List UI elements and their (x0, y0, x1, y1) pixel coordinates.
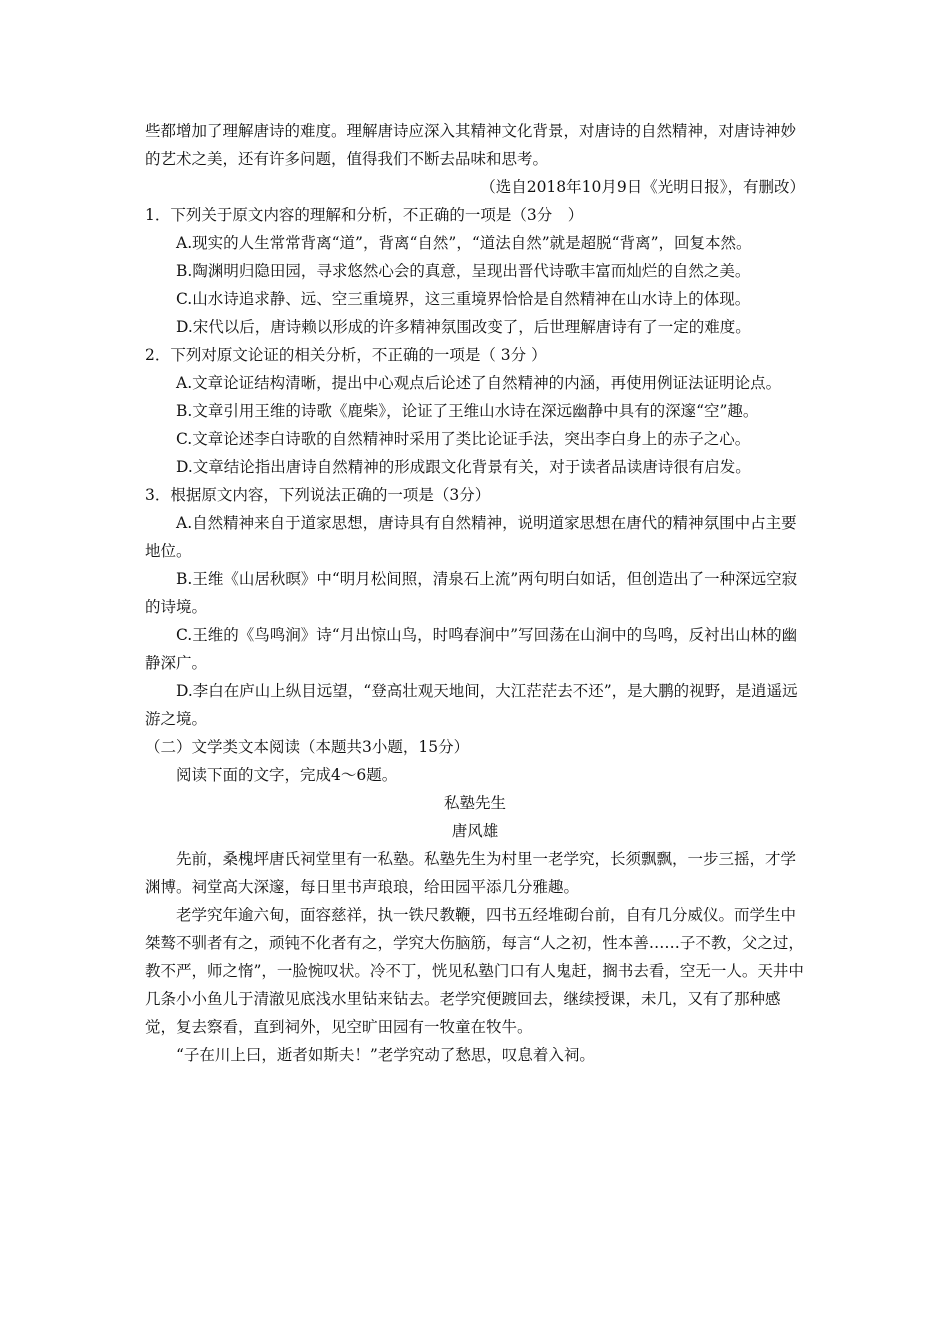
document-content (145, 117, 805, 1069)
option-c: C.文章论述李白诗歌的自然精神时采用了类比论证手法，突出李白身上的赤子之心。 (176, 430, 751, 448)
story-paragraph: 老学究年逾六甸，面容慈祥，执一铁尺教鞭，四书五经堆砌台前，自有几分威仪。而学生中桀骜不驯者有之，顽钝不化者有之，学究大伤脑筋，每言“人之初，性本善……子不教，父之过，教不严，师之惰”，一脸惋叹状。冷不丁，恍见私塾门口有人鬼赶，搁书去看，空无一人。天井中几条小小鱼儿于清澈见底浅水里钻来钻去。老学究便踱回去，继续授课，未几，又有了那种感觉，复去察看，直到祠外，见空旷田园有一牧童在牧牛。 (145, 906, 804, 1036)
question-2 (145, 341, 805, 481)
story-paragraph: “子在川上曰，逝者如斯夫！”老学究动了愁思，叹息着入祠。 (176, 1046, 595, 1064)
option-b: B.陶渊明归隐田园，寻求悠然心会的真意，呈现出晋代诗歌丰富而灿烂的自然之美。 (176, 262, 751, 280)
option-d: D.李白在庐山上纵目远望，“登高壮观天地间，大江茫茫去不还”，是大鹏的视野，是逍遥远游之境。 (145, 682, 798, 728)
option-d: D.文章结论指出唐诗自然精神的形成跟文化背景有关，对于读者品读唐诗很有启发。 (176, 458, 751, 476)
question-stem: 1．下列关于原文内容的理解和分析，不正确的一项是（3分 ） (145, 206, 584, 224)
question-1 (145, 201, 805, 341)
option-c: C.王维的《鸟鸣涧》诗“月出惊山鸟，时鸣春涧中”写回荡在山涧中的鸟鸣，反衬出山林的幽静深广。 (145, 626, 798, 672)
section-heading: （二）文学类文本阅读（本题共3小题，15分） (145, 738, 470, 756)
option-d: D.宋代以后，唐诗赖以形成的许多精神氛围改变了，后世理解唐诗有了一定的难度。 (176, 318, 751, 336)
story-paragraph: 先前，桑槐坪唐氏祠堂里有一私塾。私塾先生为村里一老学究，长须飘飘，一步三摇，才学渊博。祠堂高大深邃，每日里书声琅琅，给田园平添几分雅趣。 (145, 850, 797, 896)
option-a: A.现实的人生常常背离“道”，背离“自然”，“道法自然”就是超脱“背离”，回复本然。 (176, 234, 752, 252)
option-b: B.王维《山居秋暝》中“明月松间照，清泉石上流”两句明白如话，但创造出了一种深远空寂的诗境。 (145, 570, 798, 616)
option-c: C.山水诗追求静、远、空三重境界，这三重境界恰恰是自然精神在山水诗上的体现。 (176, 290, 751, 308)
question-stem: 2．下列对原文论证的相关分析，不正确的一项是（ 3分 ） (145, 346, 547, 364)
source-citation: （选自2018年10月9日《光明日报》，有删改） (480, 178, 805, 196)
story-author: 唐风雄 (451, 822, 499, 840)
reading-instruction: 阅读下面的文字，完成4～6题。 (176, 766, 398, 784)
option-a: A.文章论证结构清晰，提出中心观点后论述了自然精神的内涵，再使用例证法证明论点。 (176, 374, 782, 392)
story-title: 私塾先生 (443, 794, 506, 812)
option-a: A.自然精神来自于道家思想，唐诗具有自然精神，说明道家思想在唐代的精神氛围中占主要地位。 (145, 514, 797, 560)
option-b: B.文章引用王维的诗歌《鹿柴》，论证了王维山水诗在深远幽静中具有的深邃“空”趣。 (176, 402, 759, 420)
paragraph-continued: 些都增加了理解唐诗的难度。理解唐诗应深入其精神文化背景，对唐诗的自然精神，对唐诗神妙的艺术之美，还有许多问题，值得我们不断去品味和思考。 (145, 122, 797, 168)
question-stem: 3．根据原文内容，下列说法正确的一项是（3分） (145, 486, 491, 504)
question-3 (145, 481, 805, 733)
